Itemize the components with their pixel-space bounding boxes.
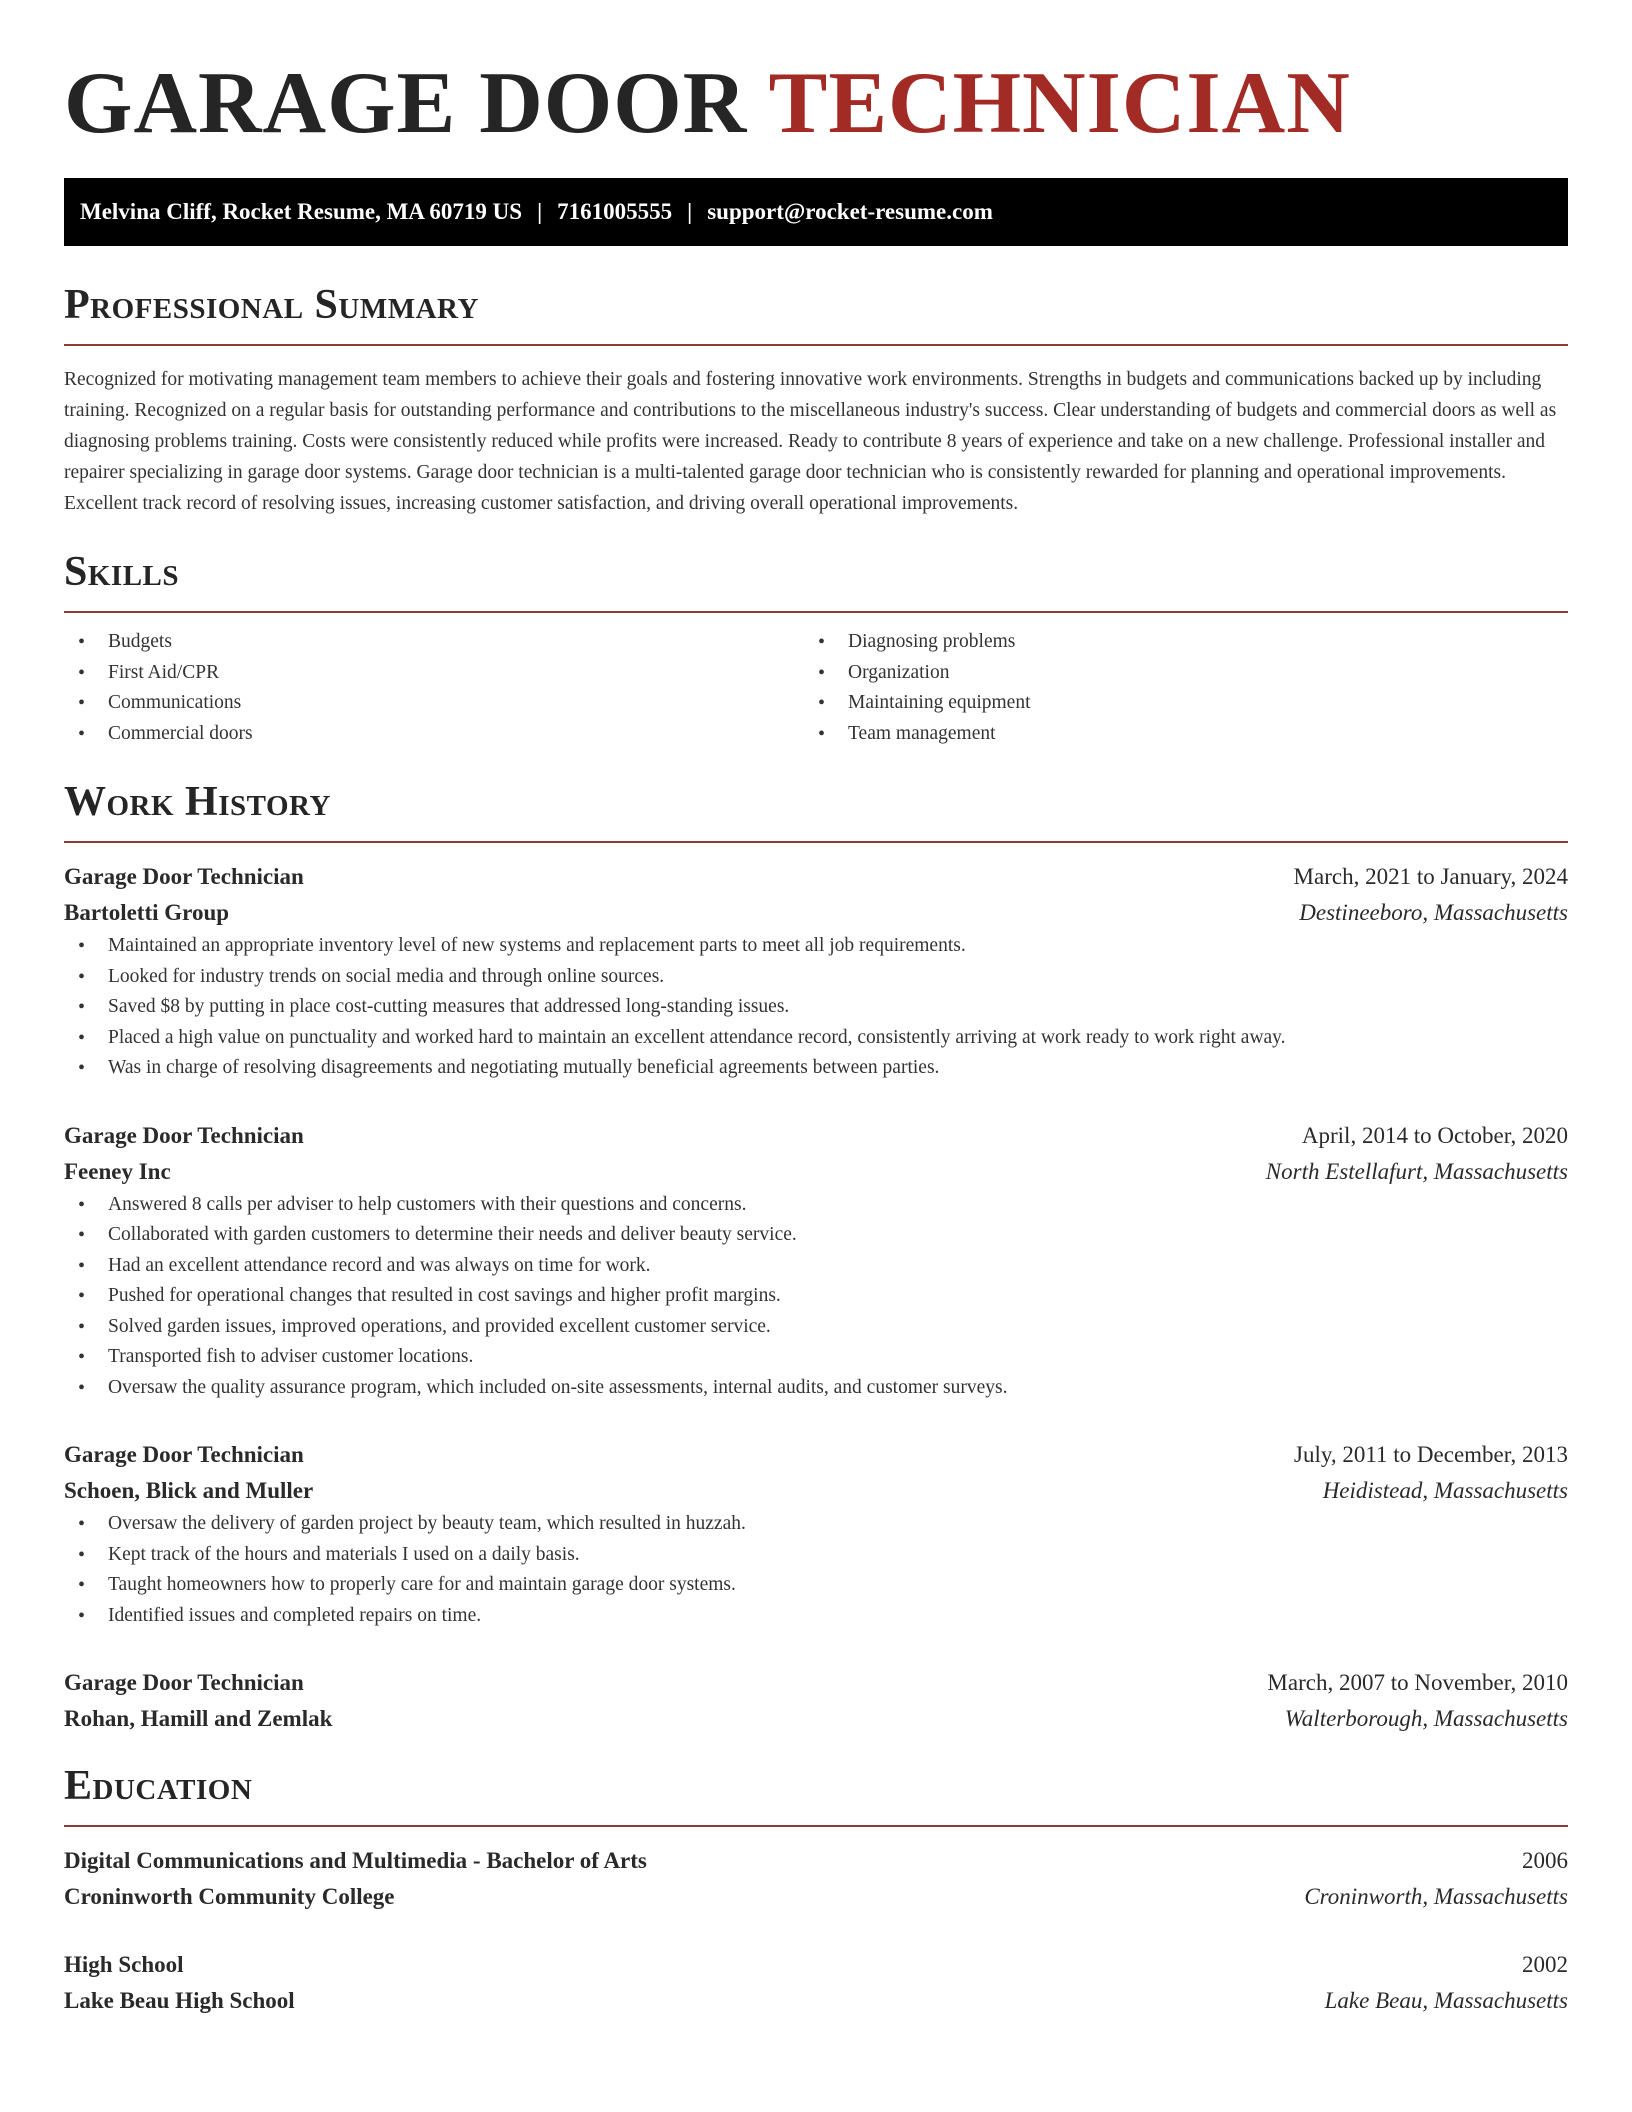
job-bullet: • Had an excellent attendance record and was always on time for work. bbox=[64, 1251, 1568, 1282]
title-accent: TECHNICIAN bbox=[768, 55, 1351, 152]
job-dates: March, 2021 to January, 2024 bbox=[1293, 864, 1568, 889]
education-section bbox=[64, 1761, 1568, 2019]
title-main: GARAGE DOOR bbox=[64, 55, 769, 152]
summary-section bbox=[64, 280, 1568, 519]
work-section bbox=[64, 777, 1568, 1737]
skill-item: • Maintaining equipment bbox=[804, 688, 1544, 719]
skill-item: • Diagnosing problems bbox=[804, 627, 1544, 658]
job-company-row bbox=[64, 1473, 1568, 1509]
summary-heading: Professional Summary bbox=[64, 282, 479, 328]
job-entry bbox=[64, 1118, 1568, 1404]
skill-item: • Organization bbox=[804, 658, 1544, 689]
skill-item: • Budgets bbox=[64, 627, 804, 658]
job-bullet: • Saved $8 by putting in place cost-cutting measures that addressed long-standing issues. bbox=[64, 992, 1568, 1023]
summary-text: Recognized for motivating management team members to achieve their goals and fostering innovative work environments. Strengths in budgets and communications backed up by including training. Recognized on a regular basis for outstanding performance and contributions to the miscellaneous industry's success. Clear understanding of budgets and commercial doors as well as diagnosing problems training. Costs were consistently reduced while profits were increased. Ready to contribute 8 years of experience and take on a new challenge. Professional installer and repairer specializing in garage door systems. Garage door technician is a multi-talented garage door technician who is consistently rewarded for planning and operational improvements. Excellent track record of resolving issues, increasing customer satisfaction, and driving overall operational improvements. bbox=[64, 369, 1557, 514]
job-dates: July, 2011 to December, 2013 bbox=[1294, 1442, 1568, 1467]
job-bullet: • Pushed for operational changes that resulted in cost savings and higher profit margins. bbox=[64, 1281, 1568, 1312]
education-location: Lake Beau, Massachusetts bbox=[1324, 1988, 1568, 2013]
education-entry bbox=[64, 1947, 1568, 2019]
skills-list-left bbox=[64, 627, 804, 749]
skill-item: • Communications bbox=[64, 688, 804, 719]
education-degree: Digital Communications and Multimedia - Bachelor of Arts bbox=[64, 1848, 647, 1873]
contact-phone: 7161005555 bbox=[557, 199, 673, 224]
skills-grid bbox=[64, 627, 1568, 749]
job-bullets bbox=[64, 931, 1568, 1084]
job-company-row bbox=[64, 895, 1568, 931]
education-entry bbox=[64, 1843, 1568, 1915]
skills-heading: Skills bbox=[64, 549, 180, 595]
contact-separator: | bbox=[537, 199, 543, 224]
education-location: Croninworth, Massachusetts bbox=[1304, 1884, 1568, 1909]
education-degree: High School bbox=[64, 1952, 184, 1977]
work-heading: Work History bbox=[64, 779, 331, 825]
education-school-row bbox=[64, 1983, 1568, 2019]
job-entry bbox=[64, 859, 1568, 1084]
contact-email: support@rocket-resume.com bbox=[707, 199, 993, 224]
education-year: 2006 bbox=[1522, 1848, 1568, 1873]
job-bullets bbox=[64, 1190, 1568, 1404]
skill-item: • First Aid/CPR bbox=[64, 658, 804, 689]
job-bullet: • Taught homeowners how to properly care for and maintain garage door systems. bbox=[64, 1570, 1568, 1601]
job-header-row bbox=[64, 1118, 1568, 1154]
job-company: Bartoletti Group bbox=[64, 900, 230, 925]
skills-section bbox=[64, 547, 1568, 749]
job-company: Schoen, Blick and Muller bbox=[64, 1478, 314, 1503]
job-location: North Estellafurt, Massachusetts bbox=[1265, 1158, 1568, 1184]
section-divider bbox=[64, 611, 1568, 613]
skill-item: • Commercial doors bbox=[64, 719, 804, 750]
job-header-row bbox=[64, 859, 1568, 895]
education-degree-row bbox=[64, 1947, 1568, 1983]
job-bullet: • Maintained an appropriate inventory level of new systems and replacement parts to meet all job requirements. bbox=[64, 931, 1568, 962]
education-school-row bbox=[64, 1879, 1568, 1915]
job-bullet: • Transported fish to adviser customer locations. bbox=[64, 1342, 1568, 1373]
job-header-row bbox=[64, 1665, 1568, 1701]
job-location: Walterborough, Massachusetts bbox=[1284, 1706, 1568, 1731]
job-bullet: • Placed a high value on punctuality and worked hard to maintain an excellent attendance record, consistently arriving at work ready to work right away. bbox=[64, 1023, 1568, 1054]
job-title: Garage Door Technician bbox=[64, 1122, 304, 1148]
job-bullet: • Identified issues and completed repairs on time. bbox=[64, 1601, 1568, 1632]
job-title: Garage Door Technician bbox=[64, 864, 304, 889]
section-divider bbox=[64, 344, 1568, 346]
education-school: Lake Beau High School bbox=[64, 1988, 295, 2013]
job-bullet: • Collaborated with garden customers to determine their needs and deliver beauty service. bbox=[64, 1220, 1568, 1251]
job-dates: April, 2014 to October, 2020 bbox=[1301, 1122, 1568, 1148]
job-company: Feeney Inc bbox=[64, 1158, 171, 1184]
job-company: Rohan, Hamill and Zemlak bbox=[64, 1706, 333, 1731]
contact-address: Melvina Cliff, Rocket Resume, MA 60719 US bbox=[80, 199, 523, 224]
job-bullet: • Looked for industry trends on social media and through online sources. bbox=[64, 962, 1568, 993]
job-entry bbox=[64, 1665, 1568, 1737]
job-title: Garage Door Technician bbox=[64, 1442, 304, 1467]
contact-bar bbox=[64, 178, 1568, 246]
job-bullet: • Kept track of the hours and materials I used on a daily basis. bbox=[64, 1540, 1568, 1571]
job-entry bbox=[64, 1437, 1568, 1631]
contact-separator: | bbox=[687, 199, 693, 224]
job-dates: March, 2007 to November, 2010 bbox=[1267, 1670, 1568, 1695]
education-year: 2002 bbox=[1522, 1952, 1568, 1977]
education-heading: Education bbox=[64, 1763, 253, 1809]
job-location: Heidistead, Massachusetts bbox=[1322, 1478, 1568, 1503]
education-degree-row bbox=[64, 1843, 1568, 1879]
skill-item: • Team management bbox=[804, 719, 1544, 750]
job-bullet: • Answered 8 calls per adviser to help customers with their questions and concerns. bbox=[64, 1190, 1568, 1221]
job-location: Destineeboro, Massachusetts bbox=[1299, 900, 1568, 925]
section-divider bbox=[64, 841, 1568, 843]
skills-list-right bbox=[804, 627, 1544, 749]
job-bullet: • Oversaw the delivery of garden project by beauty team, which resulted in huzzah. bbox=[64, 1509, 1568, 1540]
resume-title bbox=[64, 0, 1568, 152]
job-bullet: • Oversaw the quality assurance program, which included on-site assessments, internal audits, and customer surveys. bbox=[64, 1373, 1568, 1404]
job-title: Garage Door Technician bbox=[64, 1670, 304, 1695]
job-header-row bbox=[64, 1437, 1568, 1473]
section-divider bbox=[64, 1825, 1568, 1827]
job-bullets bbox=[64, 1509, 1568, 1631]
job-company-row bbox=[64, 1701, 1568, 1737]
job-bullet: • Was in charge of resolving disagreements and negotiating mutually beneficial agreements between parties. bbox=[64, 1053, 1568, 1084]
job-company-row bbox=[64, 1154, 1568, 1190]
job-bullet: • Solved garden issues, improved operations, and provided excellent customer service. bbox=[64, 1312, 1568, 1343]
education-school: Croninworth Community College bbox=[64, 1884, 395, 1909]
